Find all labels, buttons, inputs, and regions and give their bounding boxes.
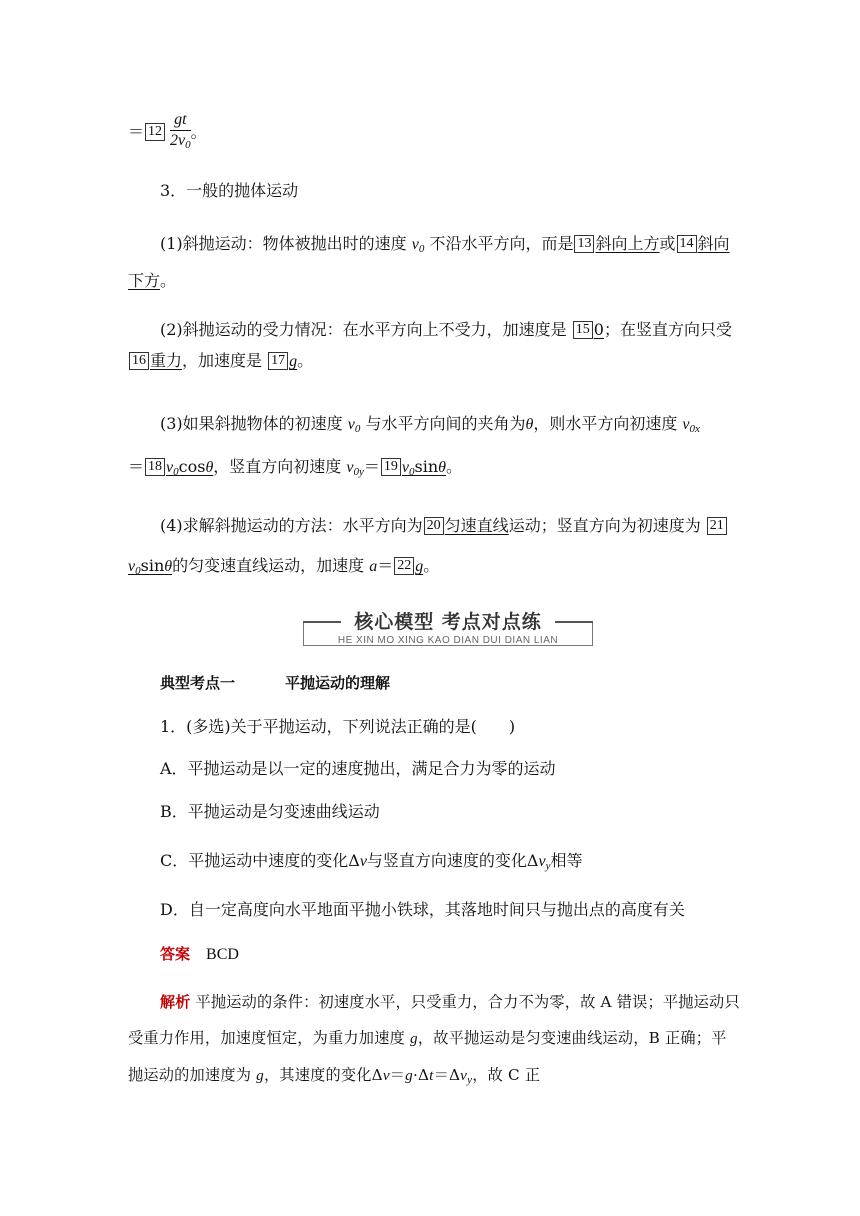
blank-number-20: 20: [424, 517, 444, 535]
blank-number-12: 12: [145, 123, 165, 141]
blank-number-18: 18: [145, 458, 165, 476]
paragraph-2: (2)斜抛运动的受力情况：在水平方向上不受力，加速度是 15 0；在竖直方向只受16 重力，加速度是 17 g。: [128, 314, 738, 377]
answer-16: 重力: [150, 351, 183, 370]
paragraph-3: (3)如果斜抛物体的初速度 $v_0$ 与水平方向间的夹角为θ，则水平方向初速度 $v_{0x}$ ＝ 18 $v_0\cos\theta$，竖直方向初速度 $v_{0y}= 19$ $v_0\sin\theta$。: [128, 414, 700, 478]
option-a: A．平抛运动是以一定的速度抛出，满足合力为零的运动: [160, 759, 556, 778]
answer-label: 答案: [160, 945, 191, 963]
option-b: B．平抛运动是匀变速曲线运动: [160, 802, 380, 821]
answer-14: 斜向下方: [128, 234, 730, 290]
paragraph-4: (4)求解斜抛运动的方法：水平方向为 20 匀速直线运动；竖直方向为初速度为 $21v_0\sin\theta$的匀变速直线运动，加速度 a＝ 22 g。: [128, 506, 738, 591]
equals-sign: ＝: [128, 122, 145, 141]
formula-line-12: ＝ 12 $\frac{gt}{2v_0}$ 。: [128, 108, 738, 157]
section-banner: [303, 611, 593, 647]
blank-number-17: 17: [268, 352, 288, 370]
analysis-label: 解析: [160, 993, 191, 1011]
answer-line: [160, 938, 770, 970]
blank-number-16: 16: [129, 352, 149, 370]
fraction-numerator: gt: [170, 110, 191, 131]
answer-19: $v_0\sin\theta$: [401, 457, 447, 478]
blank-number-14: 14: [677, 235, 697, 253]
fraction-denominator: $2v_0$: [170, 132, 191, 151]
analysis-paragraph: 解析 平抛运动的条件：初速度水平，只受重力，合力不为零，故 A 错误；平抛运动只受重力作用，加速度恒定，为重力加速度 g，故平抛运动是匀变速曲线运动，B 正确；平抛运动的加速度为 g，其速度的变化$\Delta v=g\cdot\Delta t=\Delta v_y$，故 C 正: [128, 993, 740, 1086]
fraction-gt-over-2v0: [170, 110, 191, 155]
paragraph-1: (1)斜抛运动：物体被抛出时的速度 $v_0$ 不沿水平方向，而是 13 斜向上方或 14 斜向下方。: [128, 234, 730, 290]
option-c: C．平抛运动中速度的变化Δv与竖直方向速度的变化$\Delta v_y$相等: [160, 851, 583, 872]
answer-value: BCD: [206, 946, 239, 963]
answer-21: $v_0\sin\theta$: [128, 556, 173, 577]
topic-title: 平抛运动的理解: [285, 674, 391, 692]
blank-number-13: 13: [574, 235, 594, 253]
topic-heading: [160, 667, 770, 699]
question-stem: 1．(多选)关于平抛运动，下列说法正确的是( ): [160, 717, 516, 736]
answer-13: 斜向上方: [595, 234, 660, 253]
banner-title: 核心模型 考点对点练: [354, 611, 542, 633]
answer-15: 0: [593, 320, 604, 339]
answer-17: g: [289, 353, 298, 370]
blank-number-19: 19: [381, 458, 401, 476]
topic-label: 典型考点一: [160, 674, 236, 692]
blank-number-21: 21: [707, 517, 727, 535]
option-d: D．自一定高度向水平地面平抛小铁球，其落地时间只与抛出点的高度有关: [160, 900, 685, 919]
answer-18: $v_0\cos\theta$: [166, 457, 214, 478]
answer-22: g: [415, 558, 424, 575]
banner-subtitle: HE XIN MO XING KAO DIAN DUI DIAN LIAN: [337, 635, 559, 646]
answer-20: 匀速直线: [444, 516, 509, 535]
blank-number-15: 15: [573, 321, 593, 339]
blank-number-22: 22: [394, 557, 414, 575]
section-title: 3．一般的抛体运动: [160, 181, 299, 200]
